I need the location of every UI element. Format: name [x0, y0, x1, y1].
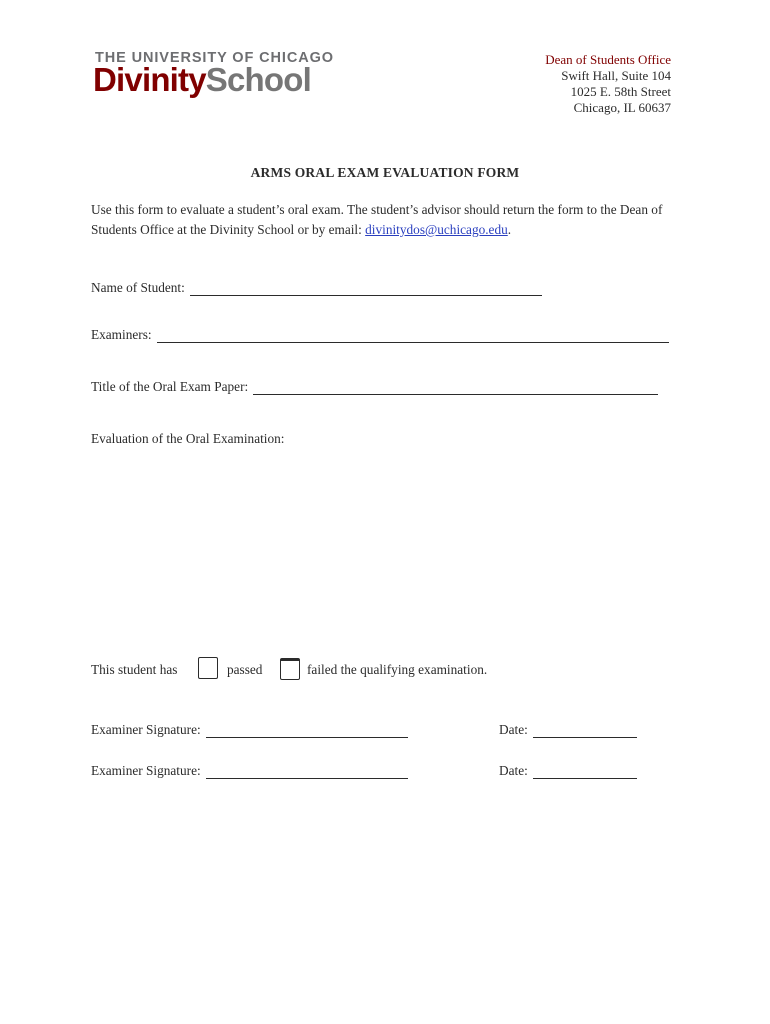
student-name-field[interactable] [190, 283, 542, 296]
date-field-2[interactable] [533, 766, 637, 779]
signature-field-2[interactable] [206, 766, 408, 779]
signature-label-1: Examiner Signature: [91, 722, 201, 737]
examiners-row [91, 327, 669, 343]
examiners-label: Examiners: [91, 327, 152, 342]
email-link[interactable]: divinitydos@uchicago.edu [365, 222, 508, 237]
date-row-1 [499, 722, 637, 738]
intro-suffix: . [507, 222, 512, 237]
date-label-1: Date: [499, 722, 528, 737]
evaluation-area[interactable] [91, 455, 681, 635]
failed-checkbox[interactable] [280, 658, 300, 680]
student-name-row [91, 280, 542, 296]
examiners-field[interactable] [157, 330, 669, 343]
date-label-2: Date: [499, 763, 528, 778]
passed-checkbox[interactable] [198, 657, 218, 679]
office-name: Dean of Students Office [545, 52, 671, 67]
intro-paragraph [91, 200, 691, 240]
paper-title-field[interactable] [253, 382, 658, 395]
address-line-3: Chicago, IL 60637 [573, 100, 671, 115]
address-line-1: Swift Hall, Suite 104 [561, 68, 671, 83]
evaluation-label: Evaluation of the Oral Examination: [91, 431, 285, 446]
address-line-2: 1025 E. 58th Street [570, 84, 671, 99]
intro-text: Use this form to evaluate a student’s oral exam. The student’s advisor should return the form to the Dean of Students Office at the Divinity School or by email: [91, 202, 663, 237]
student-name-label: Name of Student: [91, 280, 185, 295]
paper-title-label: Title of the Oral Exam Paper: [91, 379, 249, 394]
form-title: ARMS ORAL EXAM EVALUATION FORM [250, 165, 520, 180]
signature-row-2 [91, 763, 408, 779]
passed-label: passed [227, 662, 263, 677]
logo-university-line: THE UNIVERSITY OF CHICAGO [95, 50, 334, 66]
date-field-1[interactable] [533, 725, 637, 738]
evaluation-row [91, 431, 285, 447]
logo-divinity-school [93, 61, 311, 99]
signature-label-2: Examiner Signature: [91, 763, 201, 778]
result-prefix: This student has [91, 662, 178, 677]
address-block [545, 52, 671, 116]
logo-word-school: School [205, 61, 312, 98]
signature-field-1[interactable] [206, 725, 408, 738]
logo-word-divinity: Divinity [93, 61, 206, 98]
signature-row-1 [91, 722, 408, 738]
date-row-2 [499, 763, 637, 779]
failed-label: failed the qualifying examination. [307, 662, 488, 677]
paper-title-row [91, 379, 658, 395]
